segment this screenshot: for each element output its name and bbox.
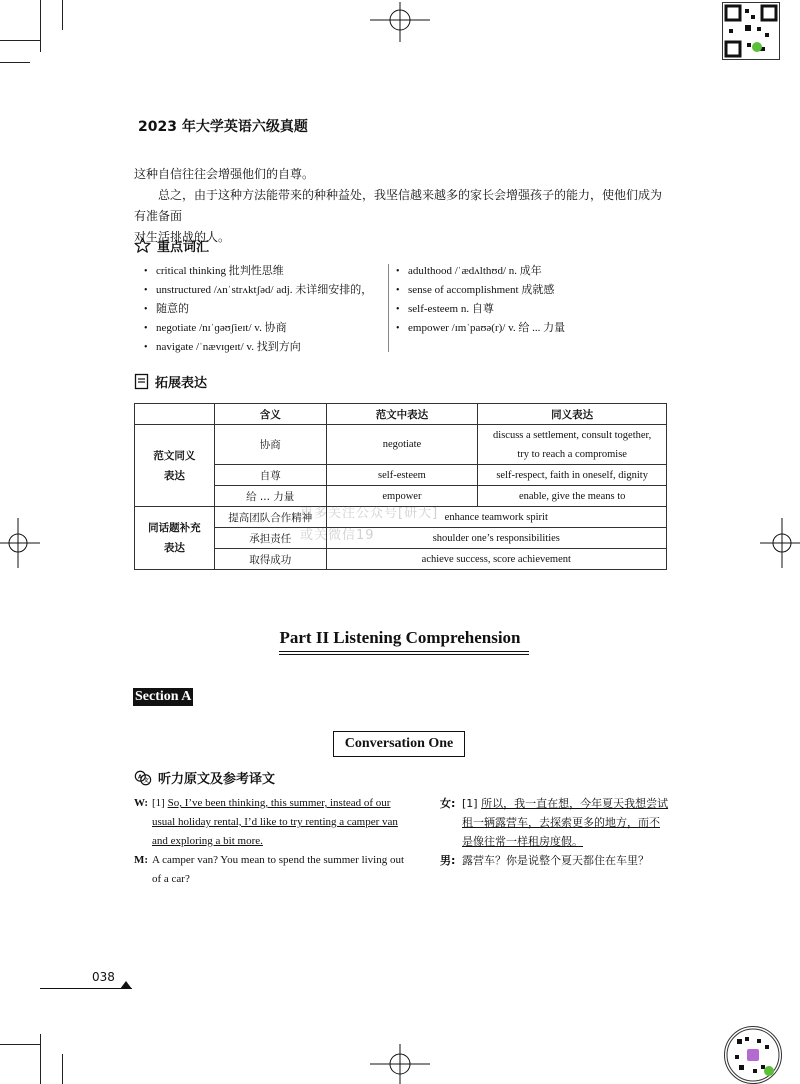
speaker-label: M: [134, 854, 149, 866]
qr-code-icon [724, 1026, 782, 1084]
table-cell-meaning: 承担责任 [214, 528, 326, 549]
table-cell-meaning: 取得成功 [214, 549, 326, 570]
intro-line: 对生活挑战的人。 [134, 230, 231, 244]
vocab-divider [388, 264, 389, 352]
table-cell-meaning: 协商 [214, 425, 326, 465]
table-cell-expression: shoulder one’s responsibilities [326, 528, 666, 549]
dialogue-line: usual holiday rental, I’d like to try renting a camper van [152, 816, 398, 828]
expansion-title: 拓展表达 [155, 376, 208, 391]
svg-text:文: 文 [143, 777, 149, 784]
conversation-label: Conversation One [333, 731, 465, 757]
underlined-text: 所以，我一直在想，今年夏天我想尝试 [481, 797, 669, 810]
table-header-empty [135, 404, 215, 425]
table-cell-synonym: self-respect, faith in oneself, dignity [478, 465, 667, 486]
speaker-label: W: [134, 797, 149, 809]
title-underline [279, 654, 529, 655]
table-cell-expression: achieve success, score achievement [326, 549, 666, 570]
table-cell-expression: negotiate [326, 425, 478, 465]
dialogue-turn [440, 794, 672, 851]
table-cell-synonym: enable, give the means to [478, 486, 667, 507]
vocab-list-left [144, 262, 380, 357]
footer-rule [40, 988, 132, 989]
vocab-item: • sense of accomplishment 成就感 [396, 281, 666, 300]
crop-mark [62, 0, 63, 30]
watermark: 更多关注公众号[研大] 或关微信19 [300, 506, 439, 543]
table-header: 同义表达 [478, 404, 667, 425]
dialogue-turn [440, 851, 672, 870]
registration-mark-icon [0, 518, 40, 568]
transcript-title: 听力原文及参考译文 [158, 772, 276, 787]
crop-mark [40, 0, 41, 52]
group-label: 范文同义 表达 [135, 425, 215, 507]
vocab-item: • empower /ɪmˈpaʊə(r)/ v. 给 ... 力量 [396, 319, 666, 338]
vocab-title: 重点词汇 [157, 240, 210, 255]
dialogue-line: 租一辆露营车，去探索更多的地方，而不 [462, 816, 660, 829]
intro-text [134, 164, 670, 248]
crop-mark [0, 40, 40, 41]
running-title: 2023 年大学英语六级真题 [138, 119, 308, 135]
dialogue-line: of a car? [152, 873, 190, 885]
title-underline [279, 651, 529, 652]
vocab-item: • adulthood /ˈædʌlthʊd/ n. 成年 [396, 262, 666, 281]
table-header: 范文中表达 [326, 404, 478, 425]
part-title: Part II Listening Comprehension [279, 628, 521, 647]
dialogue-line: 是像往常一样租房度假。 [462, 835, 583, 848]
crop-mark [0, 1044, 40, 1045]
intro-line: 这种自信往往会增强他们的自尊。 [134, 167, 315, 181]
table-cell-expression: empower [326, 486, 478, 507]
table-cell-meaning: 给 ... 力量 [214, 486, 326, 507]
crop-mark [0, 62, 30, 63]
vocab-item [144, 300, 380, 319]
table-cell-meaning: 自尊 [214, 465, 326, 486]
intro-line: 总之，由于这种方法能带来的种种益处，我坚信越来越多的家长会增强孩子的能力，使他们成为有准备面 [134, 188, 663, 223]
transcript-heading [134, 768, 275, 787]
speaker-label: 女: [440, 797, 456, 810]
section-label: Section A [135, 689, 192, 704]
crop-mark [62, 1054, 63, 1084]
qr-code-icon [722, 2, 780, 60]
vocab-item: • unstructured /ʌnˈstrʌktʃəd/ adj. 未详细安排的， [144, 281, 380, 300]
registration-mark-icon [760, 518, 800, 568]
dialogue-turn [134, 794, 424, 851]
page-number: 038 [92, 970, 115, 984]
registration-mark-icon [370, 1044, 430, 1084]
table-header: 含义 [214, 404, 326, 425]
vocab-heading [134, 236, 209, 255]
vocab-item: • negotiate /nɪˈɡəʊʃieɪt/ v. 协商 [144, 319, 380, 338]
transcript-chinese [440, 794, 672, 870]
dialogue-line: A camper van? You mean to spend the summer living out [152, 854, 405, 866]
dialogue-line: 露营车？你是说整个夏天都住在车里？ [462, 854, 649, 867]
book-icon [134, 373, 149, 390]
expansion-heading [134, 372, 207, 391]
vocab-item: • self-esteem n. 自尊 [396, 300, 666, 319]
underlined-text: So, I’ve been thinking, this summer, instead of our [167, 797, 391, 809]
translation-icon [134, 769, 152, 787]
speaker-label: 男: [440, 854, 456, 867]
table-cell-meaning: 提高团队合作精神 [214, 507, 326, 528]
registration-mark-icon [370, 2, 430, 42]
triangle-icon [120, 980, 132, 989]
group-label: 同话题补充 表达 [135, 507, 215, 570]
transcript-english [134, 794, 424, 889]
crop-mark [40, 1034, 41, 1084]
table-cell-expression: self-esteem [326, 465, 478, 486]
dialogue-line: and exploring a bit more. [152, 835, 263, 847]
vocab-item: • critical thinking 批判性思维 [144, 262, 380, 281]
star-icon [134, 237, 151, 254]
dialogue-line: [1] 所以，我一直在想，今年夏天我想尝试 [462, 797, 669, 810]
svg-text:A: A [138, 773, 143, 780]
dialogue-turn [134, 851, 424, 889]
table-cell-expression: enhance teamwork spirit [326, 507, 666, 528]
vocab-item: • navigate /ˈnævɪɡeɪt/ v. 找到方向 [144, 338, 380, 357]
dialogue-line: [1] So, I’ve been thinking, this summer, instead of our [152, 797, 391, 809]
table-cell-synonym: discuss a settlement, consult together, try to reach a compromise [478, 425, 667, 465]
vocab-list-right [396, 262, 666, 338]
vocab-item-continuation: 随意的 [156, 303, 189, 315]
